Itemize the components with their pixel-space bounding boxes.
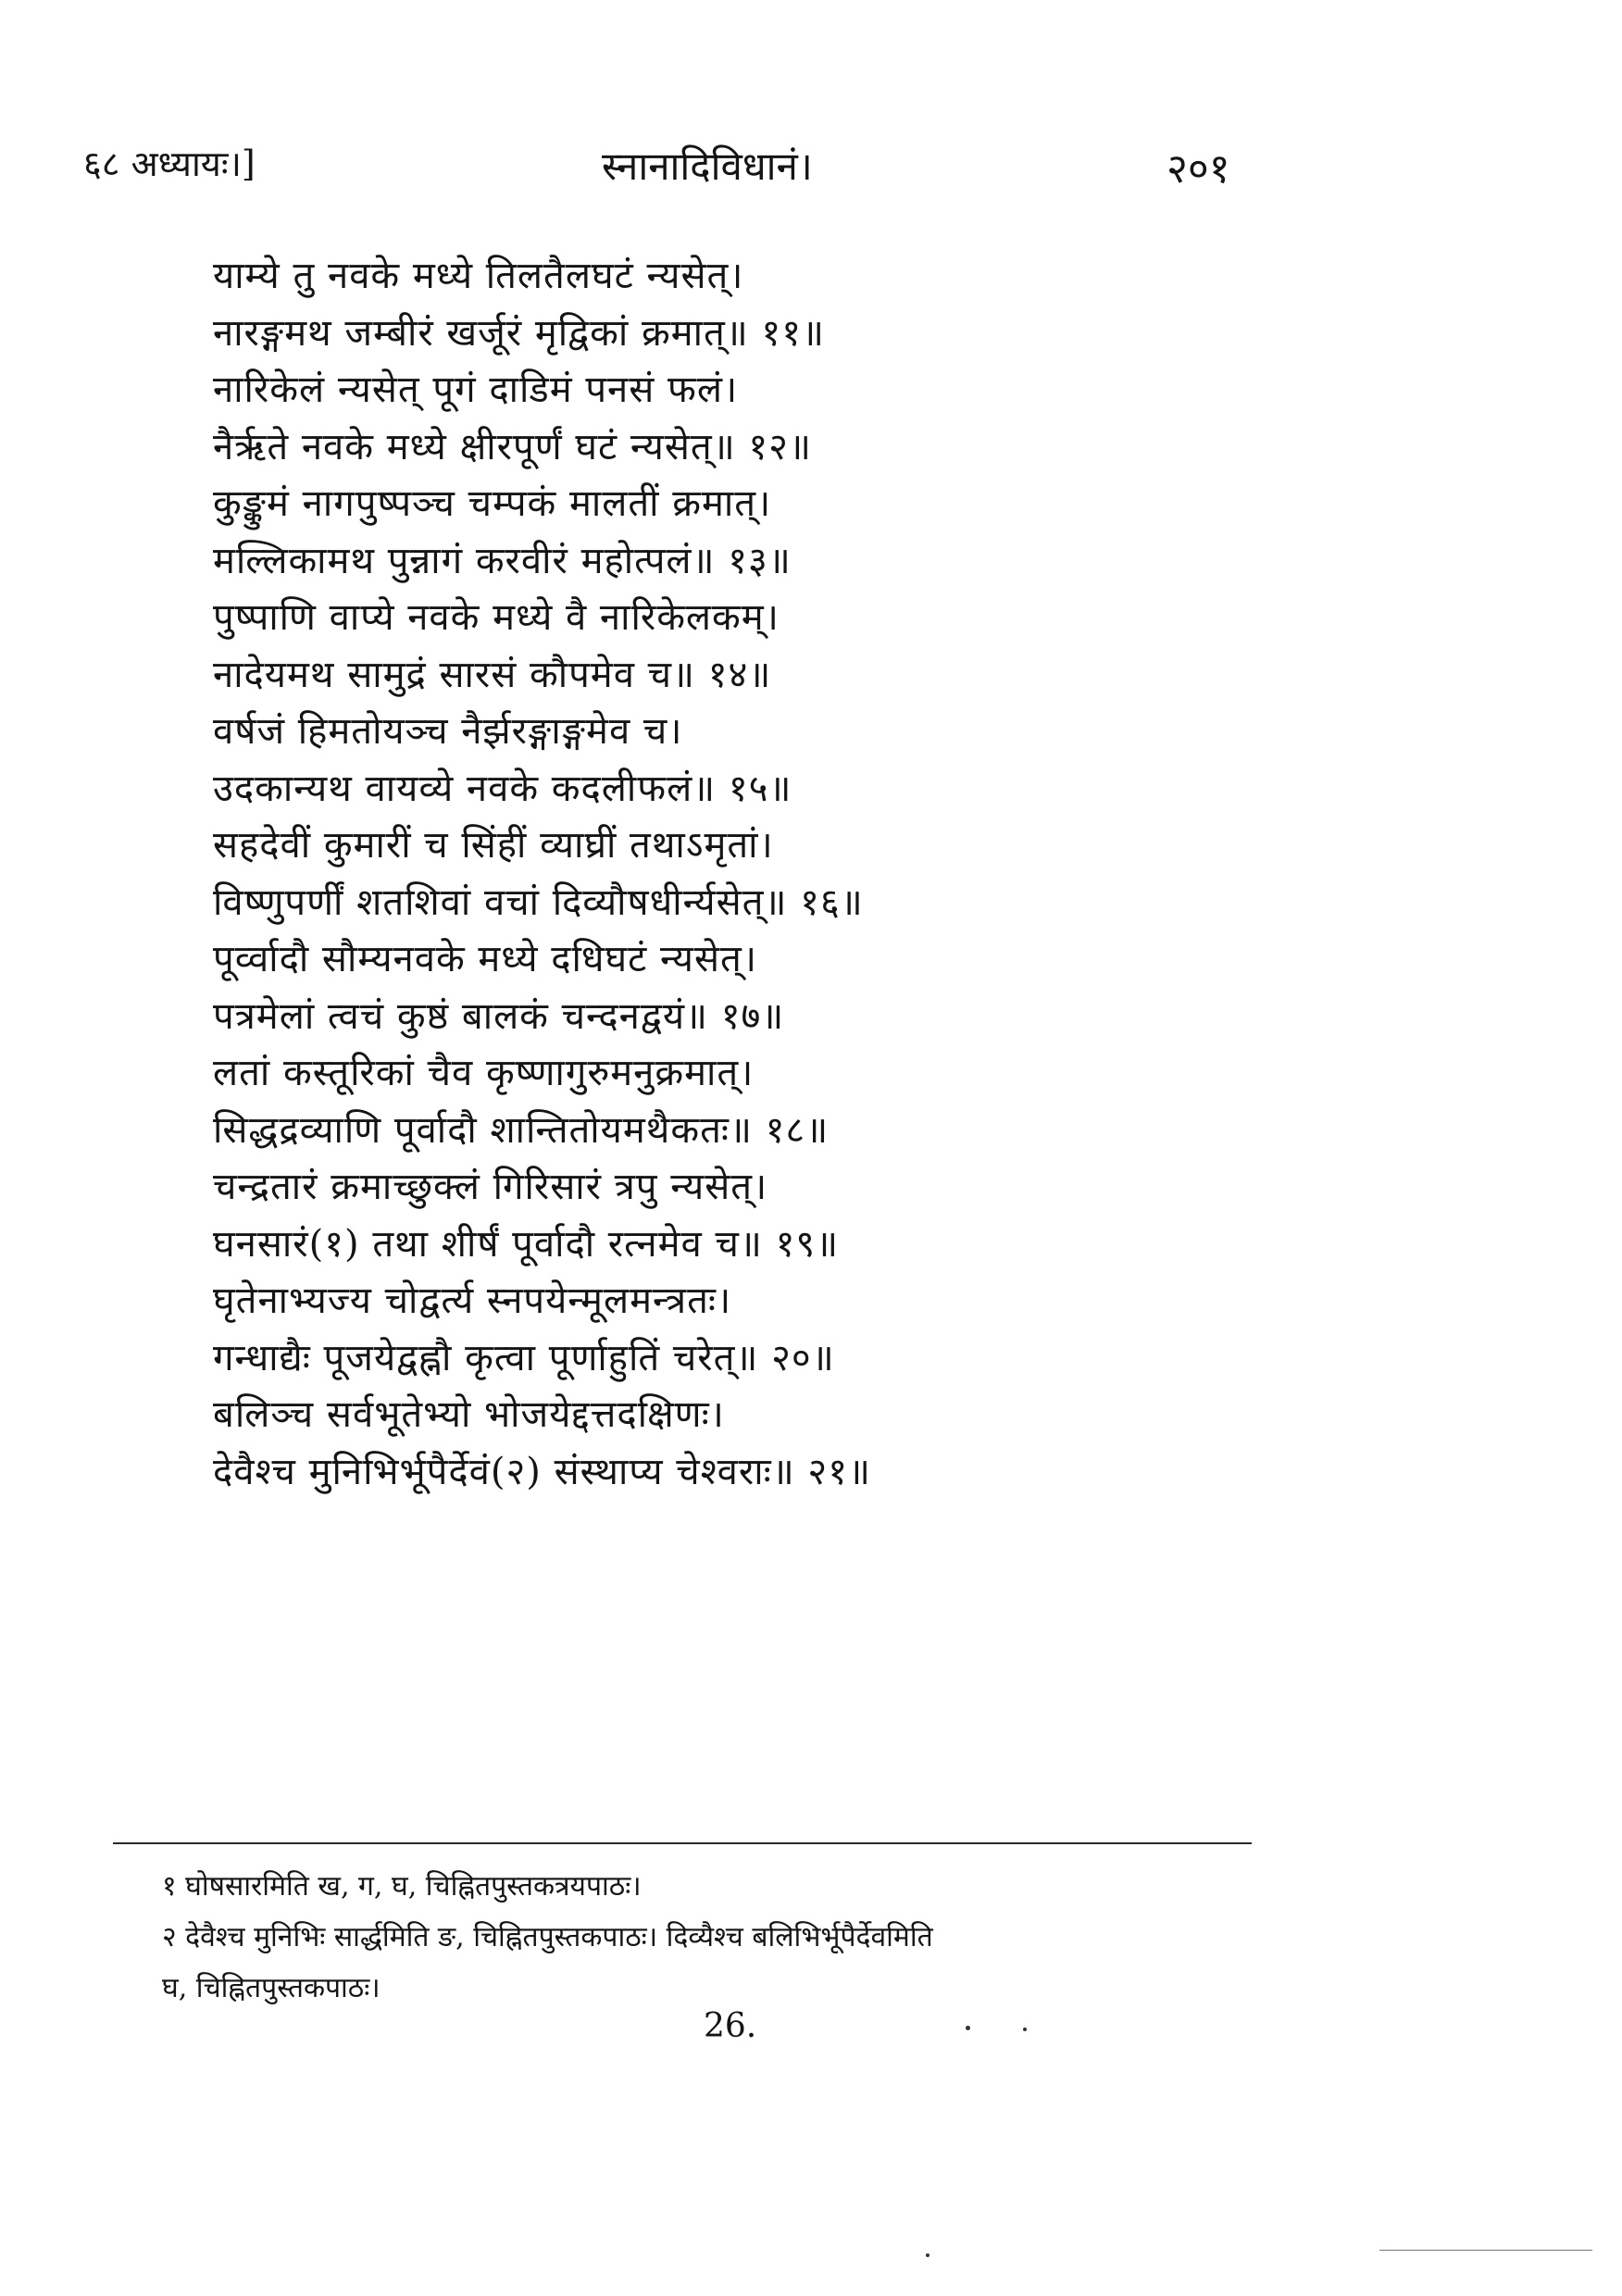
verse-line: सिद्धद्रव्याणि पूर्वादौ शान्तितोयमथैकतः॥ १८॥: [213, 1108, 830, 1152]
verse-line: सहदेवीं कुमारीं च सिंहीं व्याघ्रीं तथाऽमृतां।: [213, 824, 774, 867]
verse-line: कुङ्कुमं नागपुष्पञ्च चम्पकं मालतीं क्रमात्।: [213, 482, 772, 525]
verse-line: नारङ्गमथ जम्बीरं खर्जूरं मृद्विकां क्रमात्॥ ११॥: [213, 311, 825, 355]
footnotes: [162, 1861, 1273, 2014]
verse-line: नादेयमथ सामुद्रं सारसं कौपमेव च॥ १४॥: [213, 653, 772, 696]
page-number: २०१: [1167, 145, 1230, 193]
verse-line: नारिकेलं न्यसेत् पूगं दाडिमं पनसं फलं।: [213, 368, 739, 411]
verse-line: देवैश्च मुनिभिर्भूपैर्देवं(२) संस्थाप्य चेश्वराः॥ २१॥: [213, 1450, 871, 1493]
scan-speck: [966, 2026, 970, 2030]
verse-line: उदकान्यथ वायव्ये नवके कदलीफलं॥ १५॥: [213, 767, 792, 810]
verse-line: मल्लिकामथ पुन्नागं करवीरं महोत्पलं॥ १३॥: [213, 539, 792, 582]
verse-line: गन्धाद्यैः पूजयेद्वह्नौ कृत्वा पूर्णाहुतिं चरेत्॥ २०॥: [213, 1336, 835, 1379]
verse-line: बलिञ्च सर्वभूतेभ्यो भोजयेद्दत्तदक्षिणः।: [213, 1393, 725, 1436]
footnote-divider: [113, 1842, 1252, 1844]
verse-line: विष्णुपर्णीं शतशिवां वचां दिव्यौषधीर्न्यसेत्॥ १६॥: [213, 880, 864, 924]
verse-line: घनसारं(१) तथा शीर्षं पूर्वादौ रत्नमेव च॥ १९॥: [213, 1222, 840, 1266]
running-header: [83, 139, 1287, 194]
verse-line: घृतेनाभ्यज्य चोद्वर्त्य स्नपयेन्मूलमन्त्रतः।: [213, 1279, 732, 1322]
verse-line: पुष्पाणि वाप्ये नवके मध्ये वै नारिकेलकम्।: [213, 596, 780, 639]
verse-line: चन्द्रतारं क्रमाच्छुक्लं गिरिसारं त्रपु न्यसेत्।: [213, 1166, 768, 1208]
verse-block: [213, 248, 1370, 1501]
chapter-reference: ६८ अध्यायः।]: [83, 144, 256, 184]
verse-line: पूर्व्वादौ सौम्यनवके मध्ये दधिघटं न्यसेत्।: [213, 938, 757, 980]
verse-line: नैर्ऋते नवके मध्ये क्षीरपूर्णं घटं न्यसेत्॥ १२॥: [213, 425, 812, 468]
scan-speck: [1023, 2028, 1027, 2031]
footnote-line: घ, चिह्नितपुस्तकपाठः।: [162, 1972, 381, 2004]
verse-line: वर्षजं हिमतोयञ्च नैर्झरङ्गाङ्गमेव च।: [213, 710, 683, 753]
section-title: स्नानादिविधानं।: [602, 144, 813, 189]
signature-mark: 26.: [704, 2007, 757, 2045]
verse-line: याम्ये तु नवके मध्ये तिलतैलघटं न्यसेत्।: [213, 255, 744, 297]
verse-line: लतां कस्तूरिकां चैव कृष्णागुरुमनुक्रमात्।: [213, 1052, 755, 1094]
verse-line: पत्रमेलां त्वचं कुष्ठं बालकं चन्दनद्वयं॥ १७॥: [213, 994, 785, 1038]
scan-speck: [926, 2253, 930, 2257]
scan-edge-line: [1379, 2250, 1592, 2251]
footnote-line: १ घोषसारमिति ख, ग, घ, चिह्नितपुस्तकत्रयपाठः।: [162, 1870, 642, 1903]
footnote-line: २ देवैश्च मुनिभिः सार्द्धमिति ङ, चिह्नितपुस्तकपाठः। दिव्यैश्च बलिभिर्भूपैर्देवमिति: [162, 1921, 933, 1953]
